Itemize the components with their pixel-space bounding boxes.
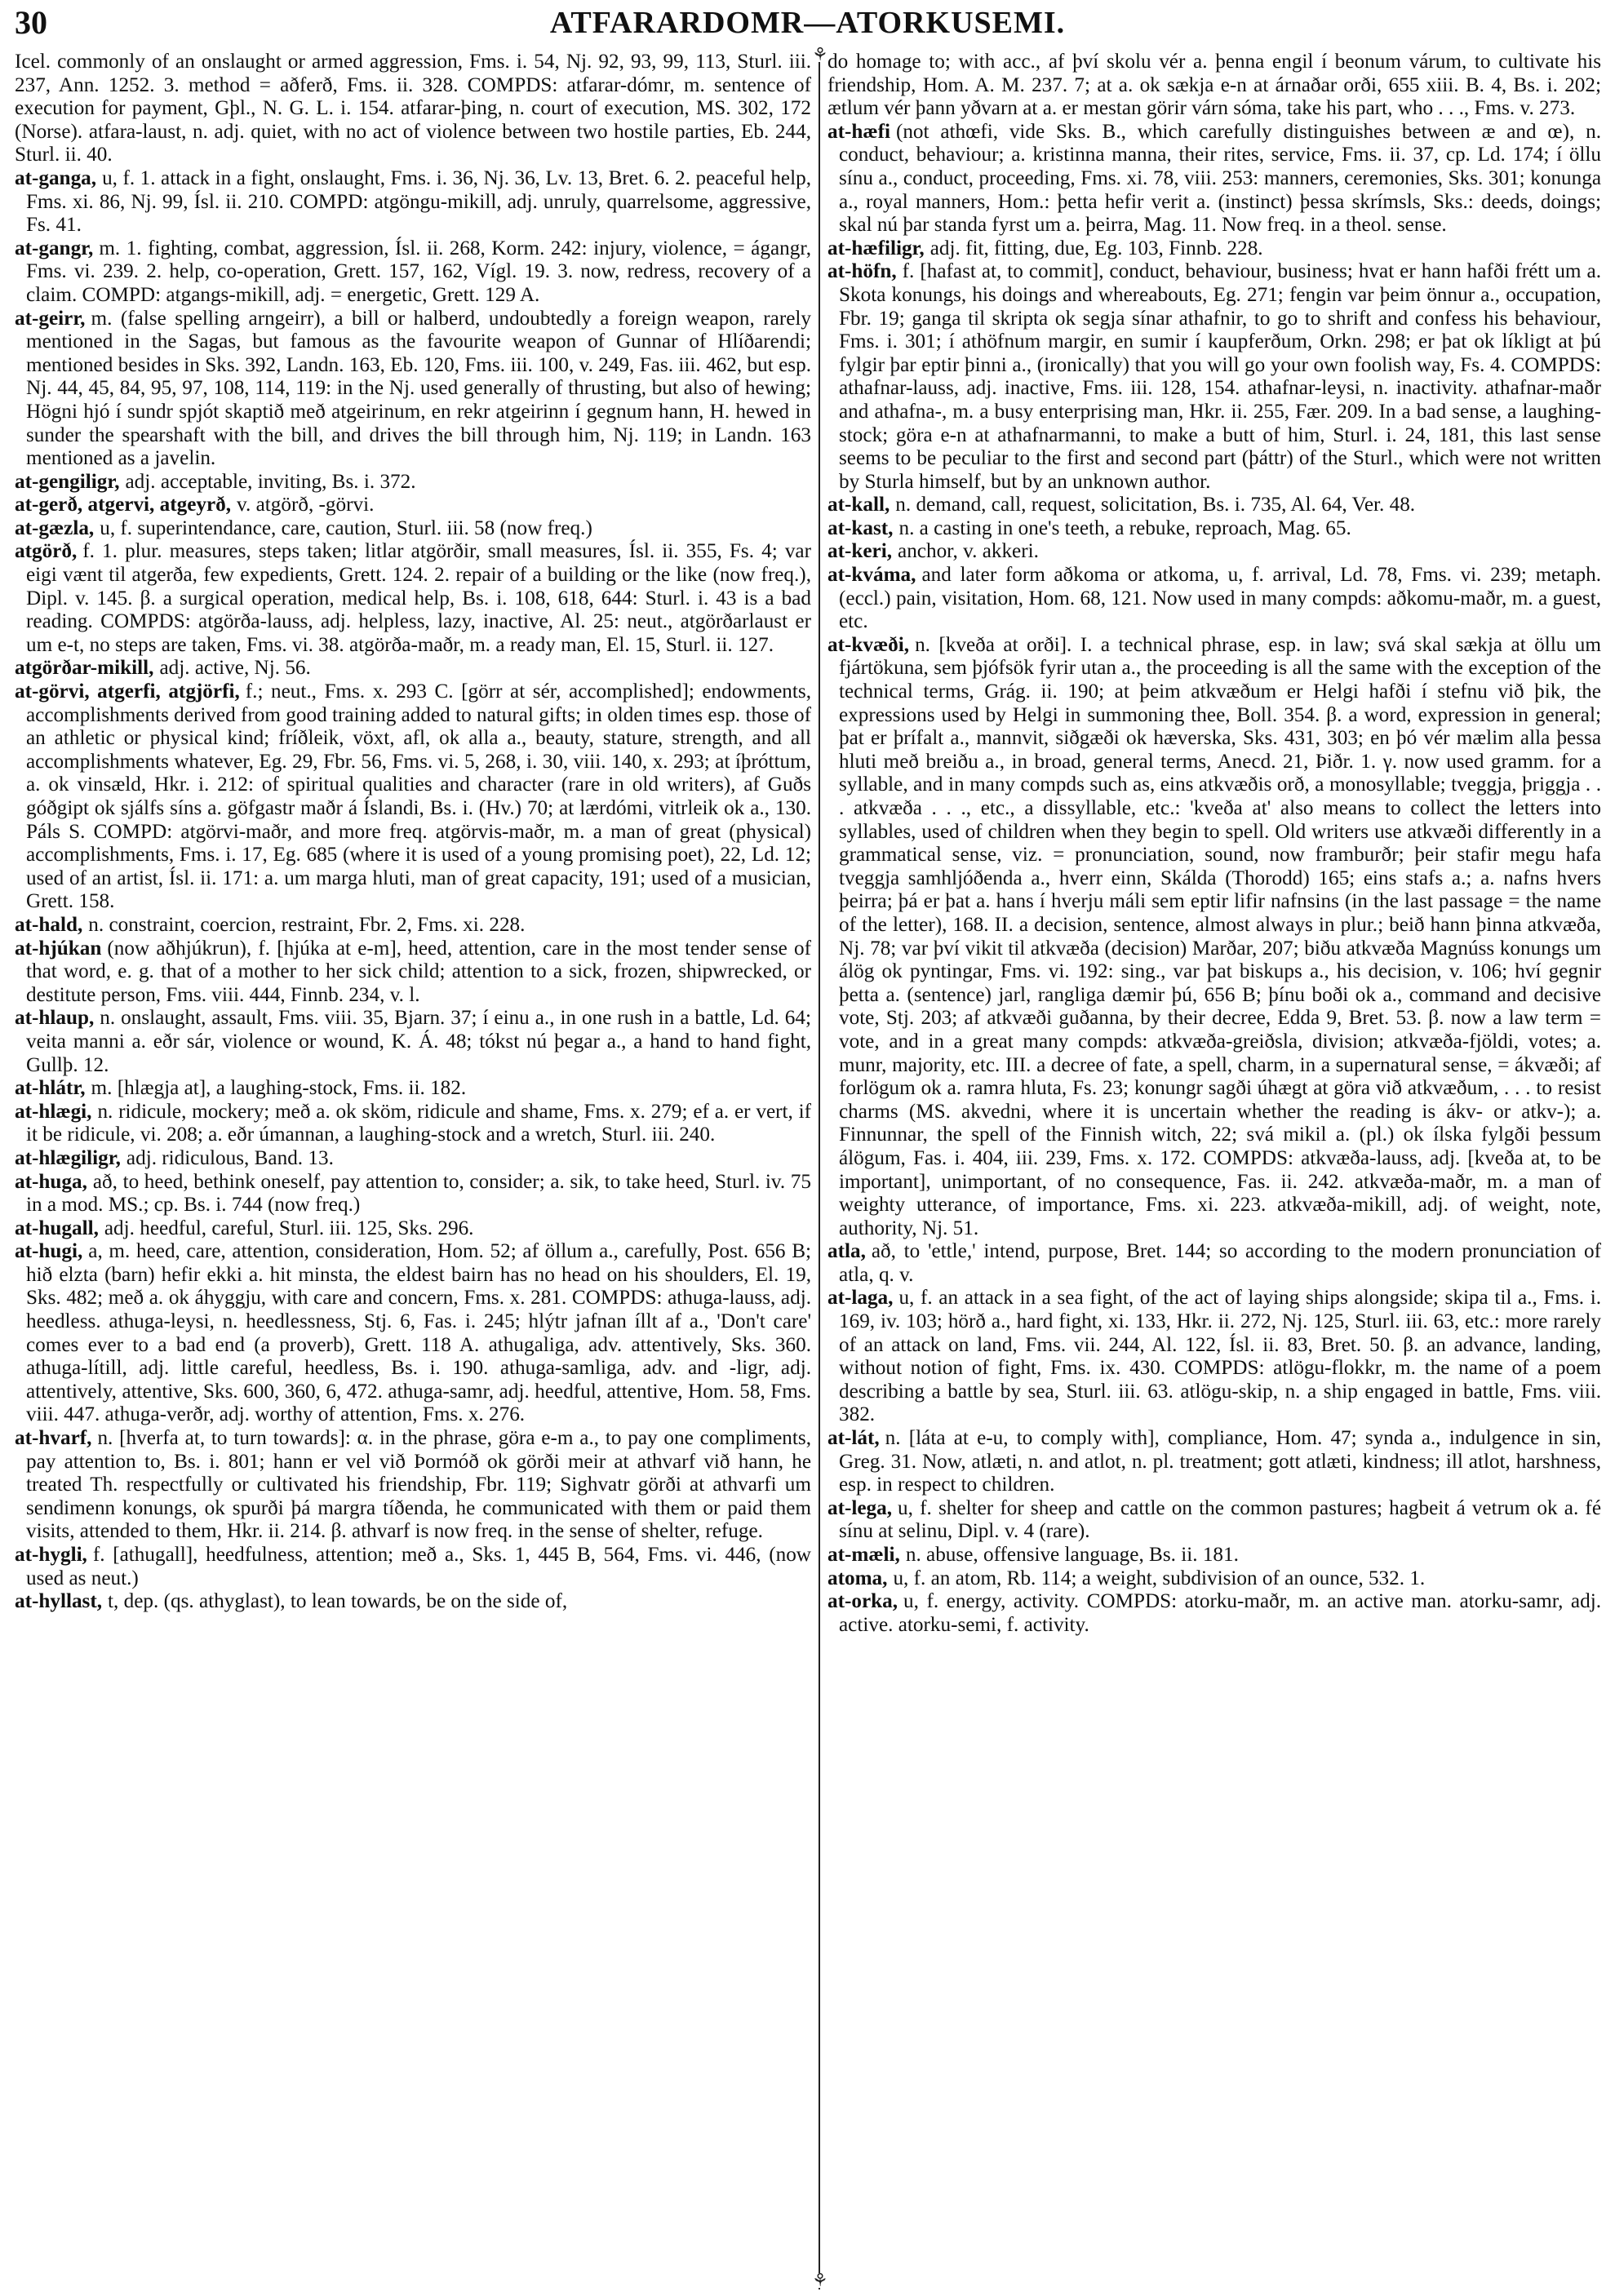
entry-definition: f. [hafast at, to commit], conduct, behaviour, business; hvat er hann hafði frétt um a. Skota konungs, his doings and whereabouts, Eg. 271; fengin var þeim önnur a., occupation, Fbr. 19; ganga til skripta ok segja sínar athafnir, to go to shrift and confess his behaviour, Fms. i. 301; í athöfnum margir, en sumir í kaupferðum, Orkn. 298; er þat ok líkligt at þú fylgir þar eptir þinni a., (ironically) that you will go your own foolish way, Fs. 4. COMPDS: athafnar-lauss, adj. inactive, Fms. iii. 128, 154. athafnar-leysi, n. inactivity. athafnar-maðr and athafna-, m. a busy enterprising man, Hkr. ii. 255, Fær. 209. In a bad sense, a laughing-stock; göra e-n at athafnarmanni, to make a butt of him, Sturl. i. 24, 181, this last sense seems to be peculiar to the first and second part (þáttr) of the Sturl., which were not written by Sturla himself, but by an unknown author. <box>839 260 1601 493</box>
entry-headword: at-lega, <box>827 1496 893 1519</box>
entry-headword: at-keri, <box>827 540 893 563</box>
entry-headword: at-kall, <box>827 494 890 516</box>
entry-headword: atgörðar-mikill, <box>15 657 154 680</box>
entry-definition: t, dep. (qs. athyglast), to lean towards, be on the side of, <box>108 1590 568 1613</box>
dictionary-entry <box>15 1101 811 1147</box>
entry-headword: at-gæzla, <box>15 516 95 539</box>
entry-headword: at-geirr, <box>15 307 86 330</box>
page-number: 30 <box>15 4 47 41</box>
entry-definition: n. [hverfa at, to turn towards]: α. in the phrase, göra e-m a., to pay one compliments, pay attention to, Bs. i. 801; hann er vel við Þormóð ok görði meir at athvarf við hann, he treated Th. respectfully or cultivated his friendship, Fbr. 119; Sighvatr görði at athvarfi um sendimenn konungs, ok spurði þá margra tíðenda, he communicated with them or paid them visits, attended to them, Hkr. ii. 214. β. athvarf is now freq. in the sense of shelter, refuge. <box>26 1427 811 1543</box>
dictionary-entry <box>827 517 1601 541</box>
left-column <box>15 51 811 1614</box>
entry-definition: n. constraint, coercion, restraint, Fbr. 2, Fms. xi. 228. <box>88 913 526 936</box>
entry-headword: at-hjúkan <box>15 937 102 960</box>
entry-headword: at-hygli, <box>15 1544 87 1566</box>
entry-definition: að, to 'ettle,' intend, purpose, Bret. 144; so according to the modern pronunciation of atla, q. v. <box>839 1240 1601 1286</box>
entry-definition: adj. active, Nj. 56. <box>159 657 311 680</box>
entry-definition: n. [láta at e-u, to comply with], compliance, Hom. 47; synda a., indulgence in sin, Greg. 31. Now, atlæti, n. and atlot, n. pl. treatment; gott atlæti, kindness; ill atlot, harshness, esp. in respect to children. <box>839 1427 1601 1496</box>
dictionary-entry <box>15 937 811 1008</box>
dictionary-entry <box>827 260 1601 494</box>
entry-headword: at-gerð, atgervi, atgeyrð, <box>15 494 232 516</box>
dictionary-entry <box>15 167 811 237</box>
dictionary-entry <box>15 1147 811 1171</box>
dictionary-entry <box>827 237 1601 261</box>
entry-headword: at-laga, <box>827 1287 894 1310</box>
dictionary-entry <box>15 471 811 494</box>
entry-definition: v. atgörð, -görvi. <box>237 494 375 516</box>
entry-headword: at-hugi, <box>15 1240 83 1263</box>
entry-headword: at-lát, <box>827 1427 880 1450</box>
entry-headword: at-hlaup, <box>15 1007 95 1030</box>
dictionary-entry <box>15 1427 811 1544</box>
entry-headword: at-kváma, <box>827 564 916 587</box>
dictionary-entry <box>15 1240 811 1427</box>
dictionary-entry <box>827 121 1601 237</box>
entry-headword: at-ganga, <box>15 166 97 189</box>
entry-headword: at-orka, <box>827 1590 898 1613</box>
entry-definition: m. [hlægja at], a laughing-stock, Fms. ii. 182. <box>91 1077 467 1100</box>
entry-definition: do homage to; with acc., af því skolu vér a. þenna engil í beonum várum, to cultivate his friendship, Hom. A. M. 237. 7; at a. ok sækja e-n at árnaðar orði, 655 xiii. B. 4, Bs. i. 202; ætlum vér þann yðvarn at a. er mestan görir várn sóma, take his part, who . . ., Fms. v. 273. <box>827 51 1601 120</box>
dictionary-entry <box>827 540 1601 564</box>
entry-headword: at-hlægi, <box>15 1100 92 1123</box>
dictionary-entry <box>15 494 811 517</box>
entry-definition: a, m. heed, care, attention, consideration, Hom. 52; af öllum a., carefully, Post. 656 B; hið elzta (barn) hefir ekki a. hit minsta, the eldest bairn has no head on his shoulders, El. 19, Sks. 482; með a. ok áhyggju, with care and concern, Fms. x. 281. COMPDS: athuga-lauss, adj. heedless. athuga-leysi, n. heedlessness, Stj. 6, Fas. i. 245; hlýtr jafnan íllt af a., 'Don't care' comes ever to a bad end (a proverb), Grett. 118 A. athugaliga, adv. attentively, Sks. 360. athuga-lítill, adj. little careful, heedless, Bs. i. 190. athuga-samliga, adv. and -ligr, adj. attentively, attentive, Sks. 600, 360, 6, 472. athuga-samr, adj. heedful, attentive, Hom. 58, Fms. viii. 447. athuga-verðr, adj. worthy of attention, Fms. x. 276. <box>26 1240 811 1426</box>
entry-definition: u, f. superintendance, care, caution, Sturl. iii. 58 (now freq.) <box>100 516 592 539</box>
entry-definition: n. demand, call, request, solicitation, Bs. i. 735, Al. 64, Ver. 48. <box>895 494 1416 516</box>
entry-definition: n. a casting in one's teeth, a rebuke, reproach, Mag. 65. <box>898 516 1351 539</box>
right-column <box>827 51 1601 1637</box>
dictionary-entry <box>15 1590 811 1614</box>
entry-definition: m. 1. fighting, combat, aggression, Ísl. ii. 268, Korm. 242: injury, violence, = ágangr, Fms. vi. 239. 2. help, co-operation, Grett. 157, 162, Vígl. 19. 3. now, redress, recovery of a claim. COMPD: atgangs-mikill, adj. = energetic, Grett. 129 A. <box>26 237 811 306</box>
dictionary-entry <box>827 1287 1601 1427</box>
entry-headword: at-hugall, <box>15 1217 99 1239</box>
dictionary-entry <box>15 1077 811 1101</box>
entry-headword: at-höfn, <box>827 260 897 283</box>
entry-headword: at-hald, <box>15 913 83 936</box>
entry-definition: u, f. an atom, Rb. 114; a weight, subdivision of an ounce, 532. 1. <box>893 1567 1426 1589</box>
entry-definition: u, f. an attack in a sea fight, of the act of laying ships alongside; skipa til a., Fms. i. 169, iv. 103; hörð a., hard fight, xi. 133, Hkr. ii. 272, Nj. 125, Sturl. iii. 63, etc.: more rarely of an attack on land, Fms. vii. 244, Al. 122, Ísl. ii. 83, Bret. 50. β. an advance, landing, without notion of fight, Fms. ix. 430. COMPDS: atlögu-flokkr, m. the name of a poem describing a battle by sea, Sturl. iii. 63. atlögu-skip, n. a ship engaged in battle, Fms. viii. 382. <box>839 1287 1601 1426</box>
dictionary-entry <box>15 237 811 308</box>
dictionary-entry <box>15 1171 811 1217</box>
entry-definition: n. [kveða at orði]. I. a technical phrase, esp. in law; svá skal sækja at öllu um fjártökuna, sem þjófsök fyrir utan a., the proceeding is all the same with the exception of the technical terms, Grág. ii. 190; at þeim atkvæðum er Helgi hafði í stefnu við þik, the expressions used by Helgi in summoning thee, Boll. 354. β. a word, expression in general; þat er þrífalt a., mannvit, siðgæði ok hæverska, Sks. 431, 303; en þó vér mælim alla þessa hluti með breiðu a., in broad, general terms, Anecd. 21, Þiðr. 1. γ. now used gramm. for a syllable, and in many compds such as, eins atkvæðis orð, a monosyllable; tveggja, þriggja . . . atkvæða . . ., etc., a dissyllable, etc.: 'kveða at' also means to collect the letters into syllables, used of children when they begin to spell. Old writers use atkvæði differently in a grammatical sense, viz. = pronunciation, sound, now framburðr; þeir stafir megu hafa tveggja samhljóðenda a., hverr einn, Skálda (Thorodd) 165; eins stafs a.; a. nafns hvers þeirra; þá er þat a. hans í hverju máli sem eptir lifir nafnsins (in the last passage = the name of the letter), 168. II. a decision, sentence, almost always in plur.; beið hann þinna atkvæða, Nj. 78; var því vikit til atkvæða (decision) Marðar, 207; biðu atkvæða Magnúss konungs um álög ok pyntingar, Fms. vi. 192: sing., var þat biskups a., his decision, v. 106; hví gegnir þetta a. (sentence) jarl, rangliga dæmir þú, 656 B; þínu boði ok a., command and decisive vote, Stj. 203; af atkvæði guðanna, by their decree, Edda 9, Bret. 53. β. now a law term = vote, and in a great many compds: atkvæða-greiðsla, division; atkvæða-fjöldi, votes; a. munr, majority, etc. III. a decree of fate, a spell, charm, in a supernatural sense, = ákvæði; af forlögum ok a. ramra hluta, Fs. 23; konungr sagði úhægt at göra við atkvæðum, . . . to resist charms (MS. akvedni, where it is uncertain whether the reading is ákv- or atkv-); a. Finnunnar, the spell of the Finnish witch, 22; svá mikil a. (pl.) ok ílska fylgði þessum álögum, Fas. i. 404, iii. 239, Fms. x. 172. COMPDS: atkvæða-lauss, adj. [kveða at, to be important], unimportant, of no consequence, Fas. ii. 242. atkvæða-maðr, m. a man of weighty utterance, of importance, Fms. xi. 223. atkvæða-mikill, adj. of weight, note, authority, Nj. 51. <box>839 633 1601 1239</box>
entry-definition: f. 1. plur. measures, steps taken; litlar atgörðir, small measures, Ísl. ii. 355, Fs. 4; var eigi vænt til atgerða, few expedients, Grett. 124. 2. repair of a building or the like (now freq.), Dipl. v. 145. β. a surgical operation, medical help, Bs. i. 108, 618, 644: Sturl. i. 43 is a bad reading. COMPDS: atgörða-lauss, adj. helpless, lazy, inactive, Al. 25: neut., atgörðarlaust er um e-t, no steps are taken, Fms. vi. 38. atgörða-maðr, m. a ready man, El. 15, Sturl. ii. 127. <box>26 540 811 656</box>
divider-ornament-top: ⚘ <box>812 44 828 64</box>
entry-headword: at-hlægiligr, <box>15 1146 121 1169</box>
dictionary-entry <box>827 634 1601 1240</box>
dictionary-entry <box>827 1544 1601 1567</box>
entry-headword: at-gengiligr, <box>15 470 120 493</box>
entry-headword: at-gangr, <box>15 237 94 259</box>
dictionary-entry <box>15 680 811 914</box>
entry-headword: at-hyllast, <box>15 1590 103 1613</box>
dictionary-entry <box>15 540 811 657</box>
entry-headword: at-mæli, <box>827 1544 900 1566</box>
dictionary-entry <box>827 1240 1601 1287</box>
dictionary-entry <box>827 1590 1601 1637</box>
entry-definition: m. (false spelling arngeirr), a bill or halberd, undoubtedly a foreign weapon, rarely mentioned in the Sagas, but famous as the favourite weapon of Gunnar of Hlíðarendi; mentioned besides in Sks. 392, Landn. 163, Eb. 120, Fms. iii. 100, v. 249, Fas. iii. 462, but esp. Nj. 44, 45, 84, 95, 97, 108, 114, 119: in the Nj. used generally of thrusting, but also of hewing; Högni hjó í sundr spjót skaptið með atgeirinum, en rekr atgeirinn í gegnum hann, H. hewed in sunder the spearshaft with the bill, and drives the bill through him, Nj. 119; in Landn. 163 mentioned as a javelin. <box>26 307 811 470</box>
entry-definition: u, f. 1. attack in a fight, onslaught, Fms. i. 36, Nj. 36, Lv. 13, Bret. 6. 2. peaceful help, Fms. xi. 86, Nj. 99, Ísl. ii. 210. COMPD: atgöngu-mikill, adj. unruly, quarrelsome, aggressive, Fs. 41. <box>26 166 811 237</box>
entry-headword: at-kvæði, <box>827 633 910 656</box>
dictionary-entry <box>827 564 1601 634</box>
entry-definition: f.; neut., Fms. x. 293 C. [görr at sér, accomplished]; endowments, accomplishments derived from good training added to natural gifts; in olden times esp. those of an athletic or physical kind; fríðleik, vöxt, afl, ok alla a., beauty, stature, strength, and all accomplishments whatever, Eg. 29, Fbr. 56, Fms. vi. 5, 268, i. 30, viii. 140, x. 293; at íþróttum, a. ok vinsæld, Hkr. i. 212: of spiritual qualities and character (rare in old writers), af Guðs góðgipt ok sjálfs síns a. göfgastr maðr á Íslandi, Bs. i. (Hv.) 70; at lærdómi, vitrleik ok a., 130. Páls S. COMPD: atgörvi-maðr, and more freq. atgörvis-maðr, m. a man of great (physical) accomplishments, Fms. i. 17, Eg. 685 (where it is used of a young promising poet), 22, Ld. 12; used of an artist, Ísl. ii. 171: a. um marga hluti, man of great capacity, 191; used of a musician, Grett. 158. <box>26 680 811 913</box>
page-title: ATFARARDOMR—ATORKUSEMI. <box>549 6 1066 40</box>
entry-headword: at-huga, <box>15 1170 87 1193</box>
dictionary-entry <box>827 1567 1601 1591</box>
entry-definition: adj. fit, fitting, due, Eg. 103, Finnb. 228. <box>930 237 1263 259</box>
entry-definition: and later form aðkoma or atkoma, u, f. arrival, Ld. 78, Fms. vi. 239; metaph. (eccl.) pain, visitation, Hom. 68, 121. Now used in many compds: aðkomu-maðr, m. a guest, etc. <box>839 564 1601 633</box>
entry-definition: adj. acceptable, inviting, Bs. i. 372. <box>125 470 416 493</box>
dictionary-entry <box>827 1497 1601 1544</box>
entry-definition: u, f. energy, activity. COMPDS: atorku-maðr, m. an active man. atorku-samr, adj. active. atorku-semi, f. activity. <box>839 1590 1601 1636</box>
entry-headword: atoma, <box>827 1567 888 1589</box>
divider-ornament-bottom: ⚘ <box>812 2270 828 2290</box>
dictionary-entry <box>15 657 811 680</box>
dictionary-entry <box>15 1544 811 1590</box>
entry-headword: atgörð, <box>15 540 78 563</box>
entry-definition: n. onslaught, assault, Fms. viii. 35, Bjarn. 37; í einu a., in one rush in a battle, Ld. 64; veita manni a. eðr sár, violence or wound, K. Á. 48; tókst nú þegar a., a hand to hand fight, Gullþ. 12. <box>26 1007 811 1076</box>
entry-headword: at-kast, <box>827 516 894 539</box>
dictionary-entry <box>827 51 1601 121</box>
entry-headword: at-hlátr, <box>15 1077 86 1100</box>
entry-definition: n. ridicule, mockery; með a. ok sköm, ridicule and shame, Fms. x. 279; ef a. er vert, if it be ridicule, vi. 208; a. eðr úmannan, a laughing-stock and a wretch, Sturl. iii. 240. <box>26 1100 811 1146</box>
column-divider <box>819 54 820 2289</box>
entry-definition: Icel. commonly of an onslaught or armed aggression, Fms. i. 54, Nj. 92, 93, 99, 113, Sturl. iii. 237, Ann. 1252. 3. method = aðferð, Fms. ii. 328. COMPDS: atfarar-dómr, m. sentence of execution for payment, Gþl., N. G. L. i. 154. atfarar-þing, n. court of execution, MS. 302, 172 (Norse). atfara-laust, n. adj. quiet, with no act of violence between two hostile parties, Eb. 244, Sturl. ii. 40. <box>15 51 811 166</box>
entry-definition: að, to heed, bethink oneself, pay attention to, consider; a. sik, to take heed, Sturl. iv. 75 in a mod. MS.; cp. Bs. i. 744 (now freq.) <box>26 1170 811 1217</box>
entry-definition: u, f. shelter for sheep and cattle on the common pastures; hagbeit á vetrum ok a. fé sínu at selinu, Dipl. v. 4 (rare). <box>839 1496 1601 1543</box>
entry-headword: at-hvarf, <box>15 1427 92 1450</box>
dictionary-entry <box>15 308 811 471</box>
entry-definition: (now aðhjúkrun), f. [hjúka at e-m], heed, attention, care in the most tender sense of that word, e. g. that of a mother to her sick child; attention to a sick, frozen, shipwrecked, or destitute person, Fms. viii. 444, Finnb. 234, v. l. <box>26 937 811 1006</box>
entry-definition: adj. ridiculous, Band. 13. <box>126 1146 334 1169</box>
dictionary-entry <box>15 517 811 541</box>
entry-headword: at-hæfi <box>827 120 890 143</box>
entry-definition: f. [athugall], heedfulness, attention; með a., Sks. 1, 445 B, 564, Fms. vi. 446, (now used as neut.) <box>26 1544 811 1589</box>
entry-definition: anchor, v. akkeri. <box>898 540 1039 563</box>
dictionary-entry <box>15 1007 811 1077</box>
dictionary-entry <box>15 914 811 937</box>
entry-headword: atla, <box>827 1240 866 1263</box>
entry-definition: (not athœfi, vide Sks. B., which carefully distinguishes between æ and œ), n. conduct, behaviour; a. kristinna manna, their rites, service, Fms. ii. 37, cp. Ld. 174; í öllu sínu a., conduct, proceeding, Fms. xi. 78, viii. 253: manners, ceremonies, Sks. 301; konunga a., royal manners, Hom.: þetta hefir verit a. (instinct) þessa skrímsls, Sks.: deeds, doings; skal nú þar standa fyrst um a. þeirra, Mag. 11. Now freq. in a theol. sense. <box>839 120 1601 237</box>
dictionary-entry <box>827 1427 1601 1497</box>
dictionary-entry <box>15 1217 811 1241</box>
entry-definition: n. abuse, offensive language, Bs. ii. 181. <box>905 1544 1239 1566</box>
dictionary-entry <box>15 51 811 167</box>
entry-definition: adj. heedful, careful, Sturl. iii. 125, Sks. 296. <box>104 1217 474 1239</box>
page-header <box>15 3 1600 47</box>
dictionary-entry <box>827 494 1601 517</box>
entry-headword: at-hæfiligr, <box>827 237 925 259</box>
entry-headword: at-görvi, atgerfi, atgjörfi, <box>15 680 240 703</box>
